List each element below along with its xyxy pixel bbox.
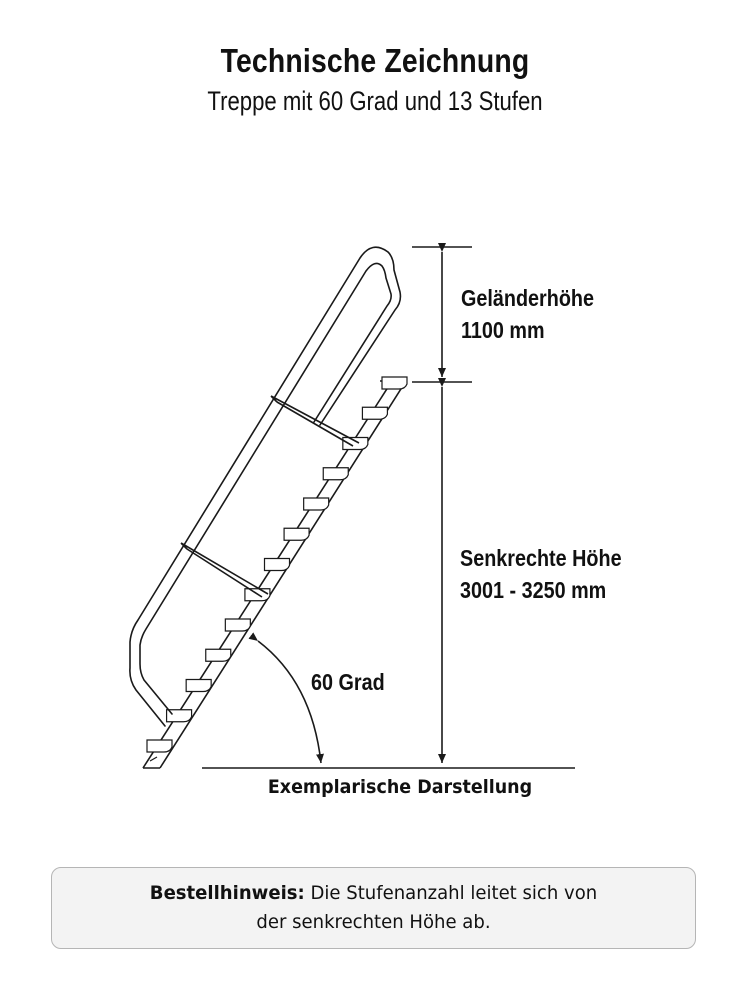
vertical-height-label: Senkrechte Höhe xyxy=(460,545,622,571)
stair-step xyxy=(225,619,250,631)
stair-step xyxy=(147,740,172,752)
angle-arc xyxy=(258,641,321,763)
stair-step xyxy=(265,559,290,571)
stair-step xyxy=(362,407,387,419)
handrail xyxy=(130,247,401,726)
stair-step xyxy=(343,438,368,450)
order-notice xyxy=(51,867,696,949)
stair-step xyxy=(323,468,348,480)
drawing-caption: Exemplarische Darstellung xyxy=(267,776,533,798)
notice-line-1: Die Stufenanzahl leitet sich von xyxy=(310,882,598,904)
notice-label: Bestellhinweis: xyxy=(149,882,305,904)
page-subtitle: Treppe mit 60 Grad und 13 Stufen xyxy=(207,86,543,116)
stair-step xyxy=(186,680,211,692)
notice-line-2: der senkrechten Höhe ab. xyxy=(256,911,491,933)
stair-step xyxy=(284,528,309,540)
railing-height-value: 1100 mm xyxy=(461,317,545,343)
stair-step xyxy=(304,498,329,510)
stair-step xyxy=(382,377,407,389)
railing-height-label: Geländerhöhe xyxy=(461,285,595,311)
vertical-height-value: 3001 - 3250 mm xyxy=(460,577,607,603)
angle-label: 60 Grad xyxy=(311,669,385,695)
stair-step xyxy=(206,649,231,661)
page-title: Technische Zeichnung xyxy=(220,42,530,79)
